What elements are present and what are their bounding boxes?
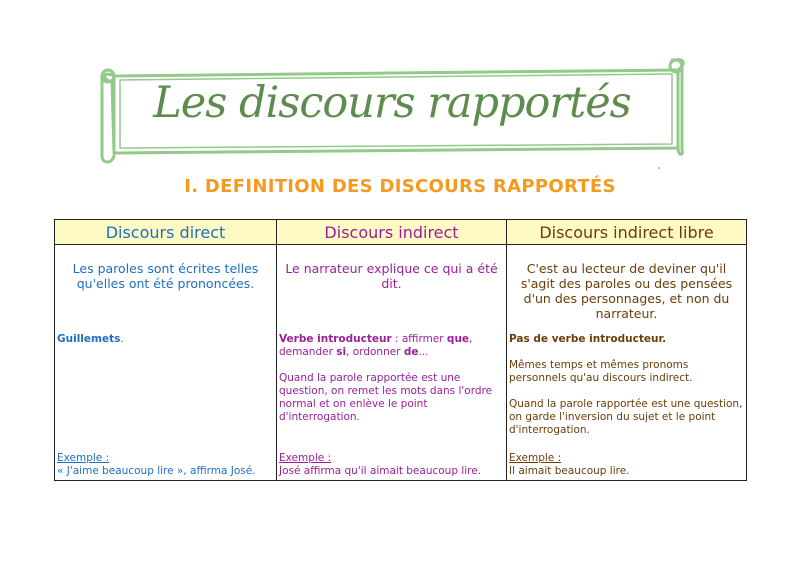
rule-direct: [57, 333, 274, 346]
page-title: Les discours rapportés: [153, 78, 631, 128]
rule-direct-rest: .: [120, 333, 124, 345]
rule-indirect-text-b: , demander: [279, 333, 473, 358]
cell-direct: [55, 245, 277, 481]
discours-table: [54, 219, 747, 481]
example-libre-text: Il aimait beaucoup lire.: [509, 465, 630, 477]
definition-libre: C'est au lecteur de deviner qu'il s'agit des paroles ou des pensées d'un des personnages, et non du narrateur.: [520, 261, 733, 321]
header-indirect: Discours indirect: [277, 220, 507, 245]
title-banner: [92, 56, 692, 166]
header-direct: Discours direct: [55, 220, 277, 245]
example-indirect-label: Exemple :: [279, 452, 332, 464]
rule-indirect: [279, 333, 504, 437]
example-direct-text: « J'aime beaucoup lire », affirma José.: [57, 465, 256, 477]
cell-libre: [507, 245, 747, 481]
rule-indirect-p1: [279, 333, 504, 359]
rule-indirect-de: de: [403, 346, 419, 358]
section-heading: I. DEFINITION DES DISCOURS RAPPORTÉS: [184, 176, 616, 197]
example-libre-label: Exemple :: [509, 452, 562, 464]
example-libre: [509, 452, 744, 478]
definition-direct: Les paroles sont écrites telles qu'elles ont été prononcées.: [72, 261, 259, 291]
rule-libre-bold: Pas de verbe introducteur.: [509, 333, 667, 345]
rule-libre: [509, 333, 744, 450]
cell-indirect: [277, 245, 507, 481]
rule-direct-bold: Guillemets: [57, 333, 121, 345]
rule-libre-p2: Mêmes temps et mêmes pronoms personnels qu'au discours indirect.: [509, 359, 693, 384]
stray-mark: ': [658, 166, 661, 175]
rule-indirect-si: si: [336, 346, 347, 358]
example-indirect-text: José affirma qu'il aimait beaucoup lire.: [279, 465, 482, 477]
rule-indirect-bold: Verbe introducteur: [279, 333, 392, 345]
example-direct: [57, 452, 274, 478]
table-header-row: [55, 220, 747, 245]
header-libre: Discours indirect libre: [507, 220, 747, 245]
example-indirect: [279, 452, 504, 478]
rule-indirect-que: que: [446, 333, 470, 345]
example-direct-label: Exemple :: [57, 452, 110, 464]
rule-indirect-text-c: , ordonner: [346, 346, 404, 358]
rule-indirect-p2: Quand la parole rapportée est une question, on remet les mots dans l'ordre normal et on enlève le point d'interrogation.: [279, 372, 493, 423]
definition-indirect: Le narrateur explique ce qui a été dit.: [285, 261, 498, 291]
table-body-row: [55, 245, 747, 481]
rule-libre-p3: Quand la parole rapportée est une question, on garde l'inversion du sujet et le point d'interrogation.: [509, 398, 743, 436]
rule-indirect-text-d: ...: [418, 346, 429, 358]
rule-indirect-text-a: : affirmer: [391, 333, 447, 345]
